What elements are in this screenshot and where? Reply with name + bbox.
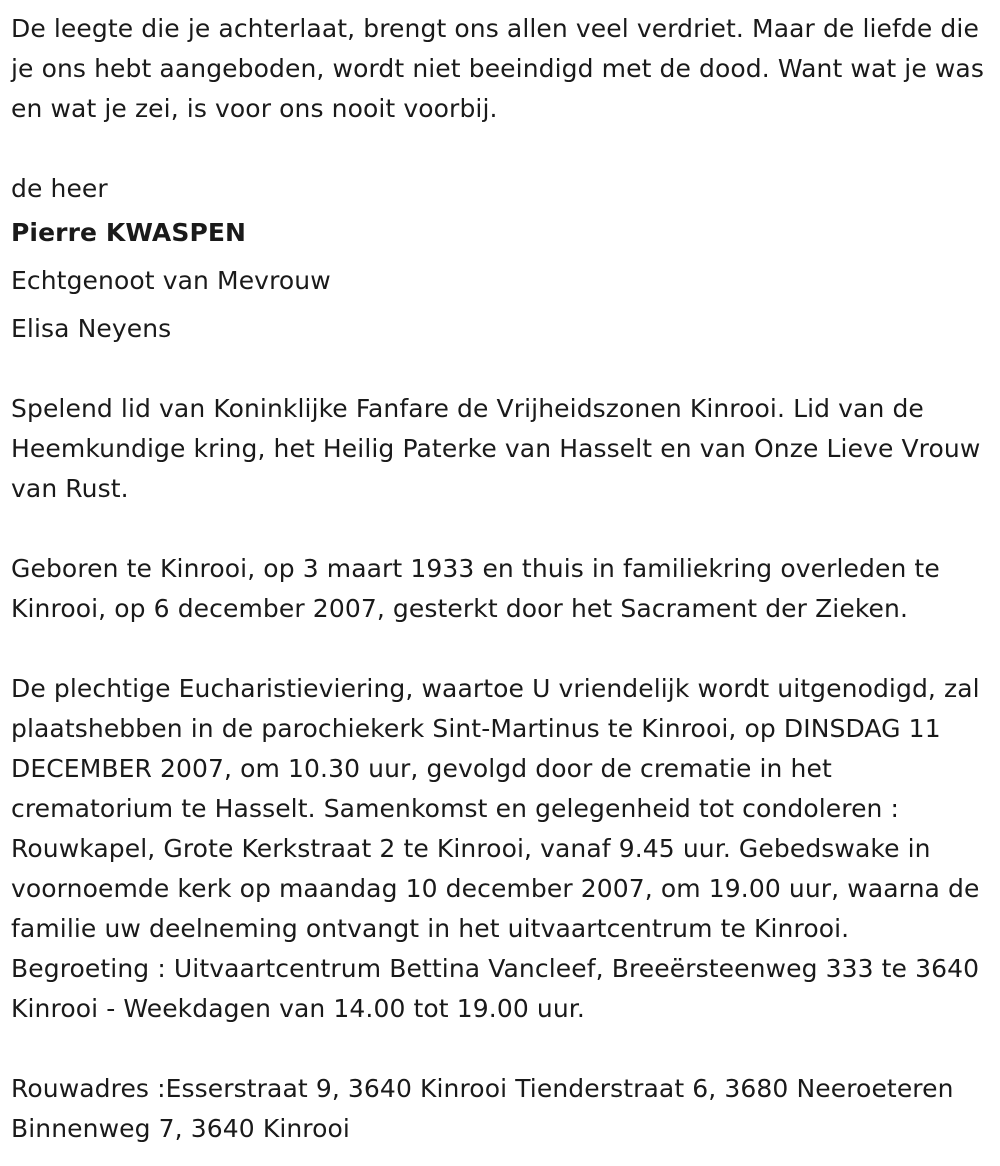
spouse-line: Echtgenoot van Mevrouw bbox=[11, 266, 331, 295]
deceased-name-text: Pierre KWASPEN bbox=[11, 218, 247, 247]
spacer bbox=[11, 1029, 993, 1069]
spacer bbox=[11, 629, 993, 669]
address-paragraph: Rouwadres :Esserstraat 9, 3640 Kinrooi Tienderstraat 6, 3680 Neeroeteren Binnenweg 7, 3640 Kinrooi bbox=[11, 1074, 954, 1143]
spacer bbox=[11, 509, 993, 549]
memberships-paragraph: Spelend lid van Koninklijke Fanfare de Vrijheidszonen Kinrooi. Lid van de Heemkundige kring, het Heilig Paterke van Hasselt en van Onze Lieve Vrouw van Rust. bbox=[11, 394, 981, 503]
ceremony-paragraph: De plechtige Eucharistieviering, waartoe U vriendelijk wordt uitgenodigd, zal plaatshebben in de parochiekerk Sint-Martinus te Kinrooi, op DINSDAG 11 DECEMBER 2007, om 10.30 uur, gevolgd door de crematie in het crematorium te Hasselt. Samenkomst en gelegenheid tot condoleren : Rouwkapel, Grote Kerkstraat 2 te Kinrooi, vanaf 9.45 uur. Gebedswake in voornoemde kerk op maandag 10 december 2007, om 19.00 uur, waarna de familie uw deelneming ontvangt in het uitvaartcentrum te Kinrooi. Begroeting : Uitvaartcentrum Bettina Vancleef, Breeërsteenweg 333 te 3640 Kinrooi - Weekdagen van 14.00 tot 19.00 uur. bbox=[11, 674, 980, 1023]
life-paragraph: Geboren te Kinrooi, op 3 maart 1933 en thuis in familiekring overleden te Kinrooi, op 6 december 2007, gesterkt door het Sacrament der Zieken. bbox=[11, 554, 940, 623]
spacer bbox=[11, 353, 993, 389]
obituary-text bbox=[11, 9, 993, 1149]
spacer bbox=[11, 129, 993, 169]
deceased-name bbox=[11, 209, 993, 257]
spouse-name: Elisa Neyens bbox=[11, 314, 172, 343]
intro-paragraph: De leegte die je achterlaat, brengt ons allen veel verdriet. Maar de liefde die je ons hebt aangeboden, wordt niet beeindigd met de dood. Want wat je was en wat je zei, is voor ons nooit voorbij. bbox=[11, 14, 984, 123]
honorific: de heer bbox=[11, 174, 108, 203]
